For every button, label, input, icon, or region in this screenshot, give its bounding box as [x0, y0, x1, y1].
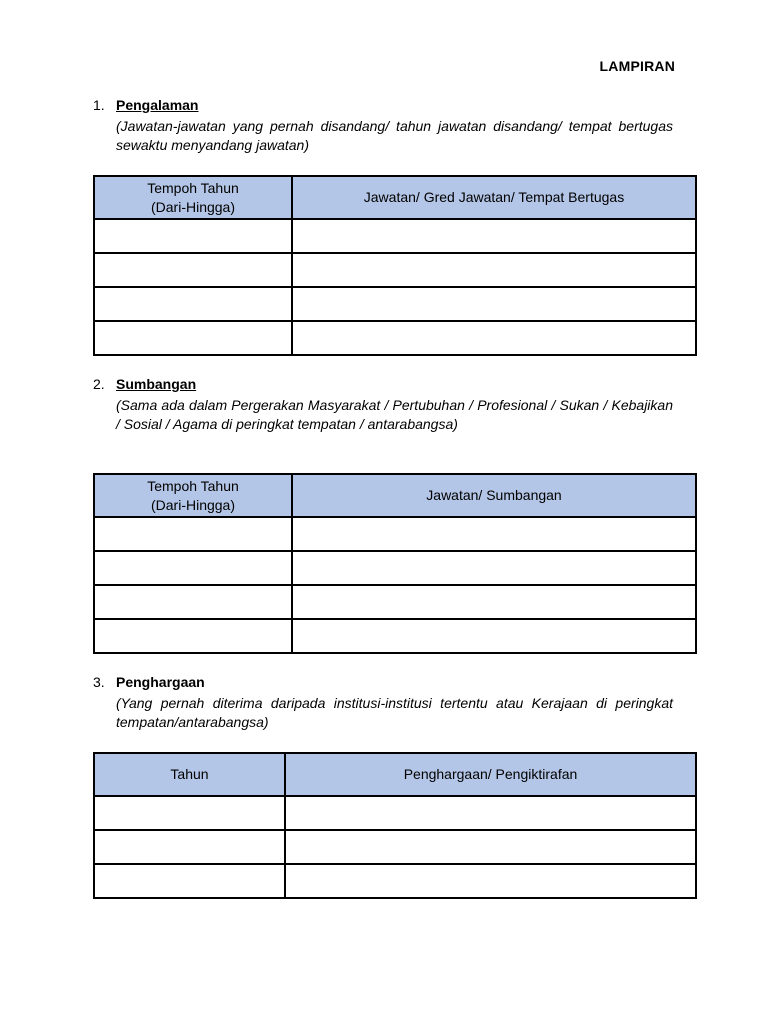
table-header-row — [94, 176, 696, 219]
section-number: 2. — [93, 376, 105, 392]
table-cell-input[interactable] — [285, 864, 696, 898]
table-cell-input[interactable] — [94, 585, 292, 619]
table-cell-input[interactable] — [94, 253, 292, 287]
table-cell-input[interactable] — [94, 864, 285, 898]
table-row — [94, 864, 696, 898]
column-header-tempoh-tahun: Tempoh Tahun (Dari-Hingga) — [94, 474, 292, 517]
table-row — [94, 321, 696, 355]
table-cell-input[interactable] — [285, 830, 696, 864]
table-cell-input[interactable] — [94, 796, 285, 830]
column-header-tahun: Tahun — [94, 753, 285, 796]
section-sumbangan — [93, 376, 697, 434]
table-cell-input[interactable] — [94, 321, 292, 355]
table-header-row — [94, 753, 696, 796]
table-row — [94, 830, 696, 864]
table-row — [94, 219, 696, 253]
table-cell-input[interactable] — [94, 517, 292, 551]
column-header-penghargaan: Penghargaan/ Pengiktirafan — [285, 753, 696, 796]
table-cell-input[interactable] — [94, 619, 292, 653]
table-header-row — [94, 474, 696, 517]
section-description: (Jawatan-jawatan yang pernah disandang/ tahun jawatan disandang/ tempat bertugas sewaktu menyandang jawatan) — [116, 118, 673, 153]
section-description: (Sama ada dalam Pergerakan Masyarakat / Pertubuhan / Profesional / Sukan / Kebajikan / Sosial / Agama di peringkat tempatan / antarabangsa) — [116, 397, 673, 432]
table-cell-input[interactable] — [292, 287, 696, 321]
table-cell-input[interactable] — [292, 219, 696, 253]
table-row — [94, 585, 696, 619]
penghargaan-table — [93, 752, 697, 899]
column-header-tempoh-tahun: Tempoh Tahun (Dari-Hingga) — [94, 176, 292, 219]
table-cell-input[interactable] — [292, 585, 696, 619]
table-cell-input[interactable] — [94, 219, 292, 253]
section-number: 1. — [93, 97, 105, 113]
table-cell-input[interactable] — [285, 796, 696, 830]
table-row — [94, 619, 696, 653]
section-title: Pengalaman — [116, 97, 199, 113]
table-cell-input[interactable] — [94, 551, 292, 585]
column-header-jawatan: Jawatan/ Gred Jawatan/ Tempat Bertugas — [292, 176, 696, 219]
table-cell-input[interactable] — [292, 551, 696, 585]
section-title: Penghargaan — [116, 674, 205, 690]
table-cell-input[interactable] — [94, 830, 285, 864]
section-description: (Yang pernah diterima daripada institusi-institusi tertentu atau Kerajaan di peringkat tempatan/antarabangsa) — [116, 695, 673, 730]
table-row — [94, 287, 696, 321]
section-number: 3. — [93, 674, 105, 690]
table-cell-input[interactable] — [94, 287, 292, 321]
table-row — [94, 551, 696, 585]
section-pengalaman — [93, 97, 697, 155]
table-cell-input[interactable] — [292, 321, 696, 355]
table-cell-input[interactable] — [292, 517, 696, 551]
sumbangan-table — [93, 473, 697, 654]
section-penghargaan — [93, 674, 697, 732]
table-row — [94, 796, 696, 830]
page-title: LAMPIRAN — [599, 58, 675, 74]
column-header-jawatan-sumbangan: Jawatan/ Sumbangan — [292, 474, 696, 517]
pengalaman-table — [93, 175, 697, 356]
table-cell-input[interactable] — [292, 619, 696, 653]
table-row — [94, 517, 696, 551]
table-row — [94, 253, 696, 287]
section-title: Sumbangan — [116, 376, 197, 392]
table-cell-input[interactable] — [292, 253, 696, 287]
